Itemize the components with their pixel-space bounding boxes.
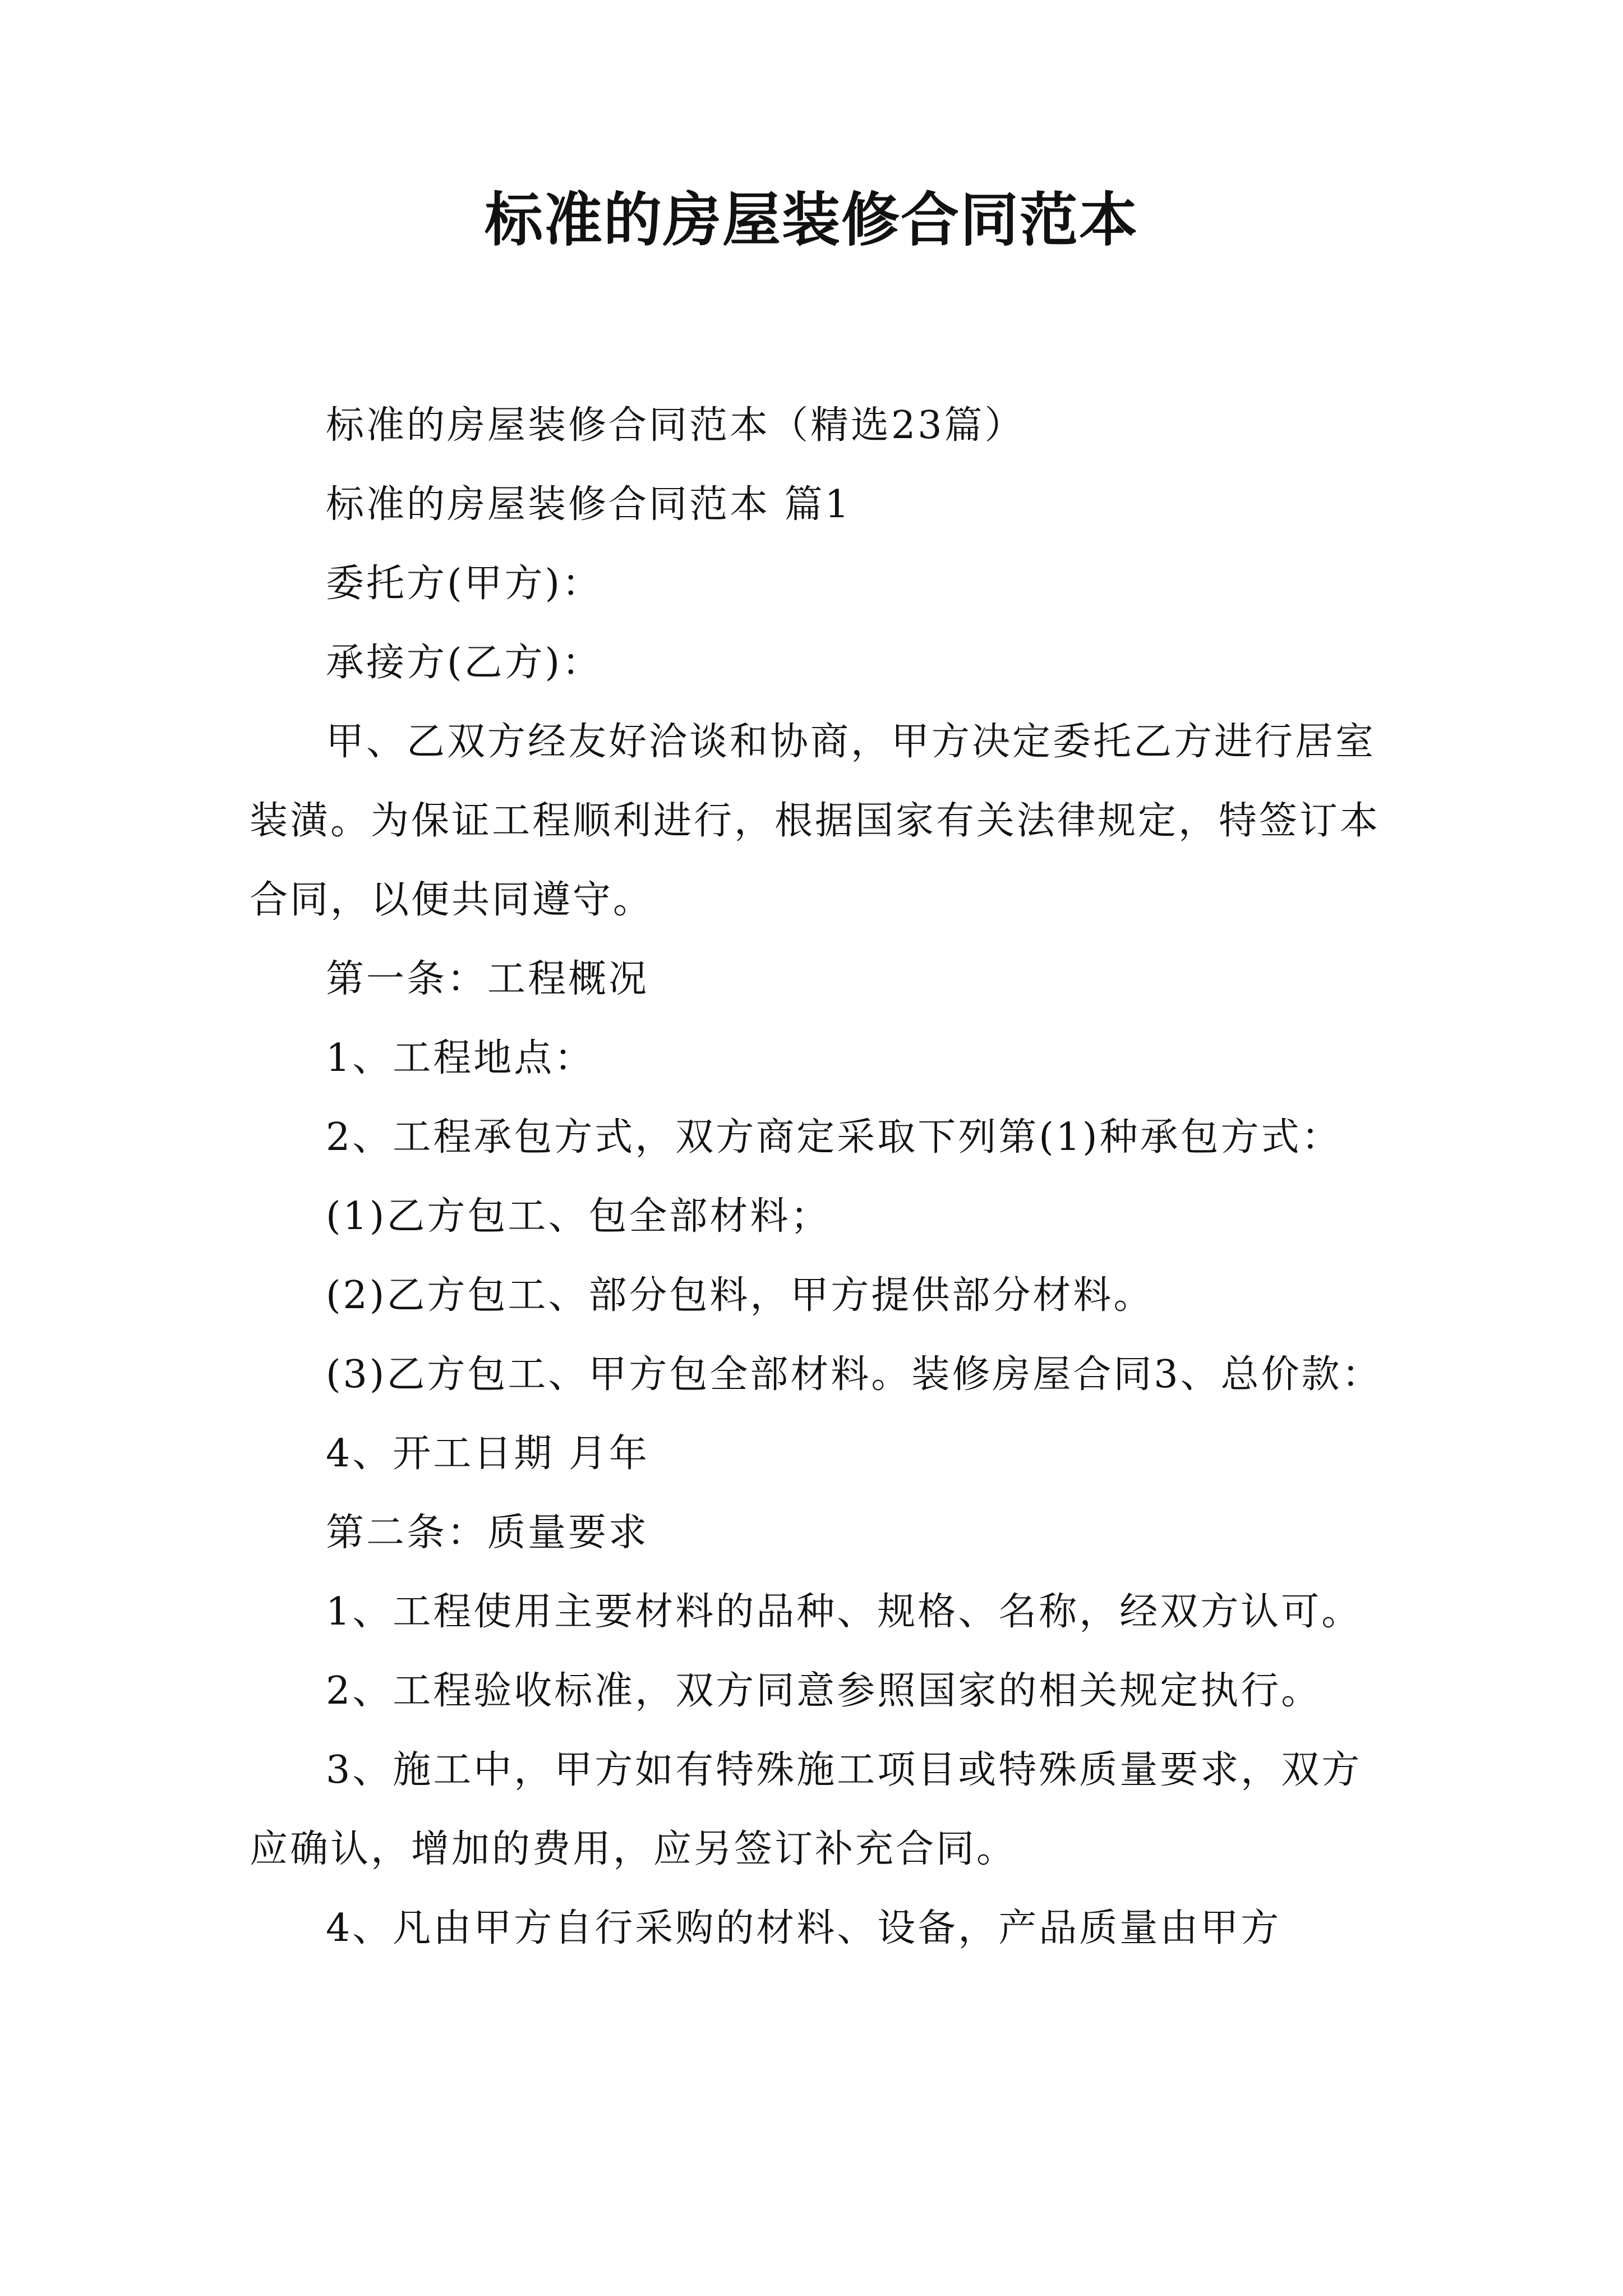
paragraph: 1、工程地点： (326, 1036, 595, 1080)
paragraph: (3)乙方包工、甲方包全部材料。装修房屋合同3、总价款： (326, 1352, 1382, 1397)
paragraph: 承接方(乙方)： (326, 641, 603, 685)
paragraph: 4、凡由甲方自行采购的材料、设备，产品质量由甲方 (326, 1906, 1281, 1950)
paragraph: 第二条：质量要求 (326, 1511, 649, 1555)
paragraph: (2)乙方包工、部分包料，甲方提供部分材料。 (326, 1273, 1154, 1318)
paragraph: 委托方(甲方)： (326, 562, 603, 606)
paragraph: 4、开工日期 月年 (326, 1432, 649, 1476)
paragraph: 甲、乙双方经友好洽谈和协商，甲方决定委托乙方进行居室装潢。为保证工程顺利进行，根据国家有关法律规定，特签订本合同，以便共同遵守。 (250, 720, 1381, 922)
paragraph: 1、工程使用主要材料的品种、规格、名称，经双方认可。 (326, 1590, 1362, 1634)
paragraph: 标准的房屋装修合同范本 篇1 (326, 482, 851, 527)
paragraph: 2、工程验收标准，双方同意参照国家的相关规定执行。 (326, 1669, 1322, 1713)
paragraph: 标准的房屋装修合同范本（精选23篇） (326, 403, 1025, 448)
document-body (250, 386, 1394, 1968)
paragraph: 3、施工中，甲方如有特殊施工项目或特殊质量要求，双方应确认，增加的费用，应另签订补充合同。 (250, 1748, 1362, 1871)
paragraph: (1)乙方包工、包全部材料； (326, 1194, 831, 1239)
document-title: 标准的房屋装修合同范本 (484, 185, 1138, 254)
paragraph: 第一条：工程概况 (326, 957, 649, 1001)
paragraph: 2、工程承包方式，双方商定采取下列第(1)种承包方式： (326, 1115, 1342, 1159)
